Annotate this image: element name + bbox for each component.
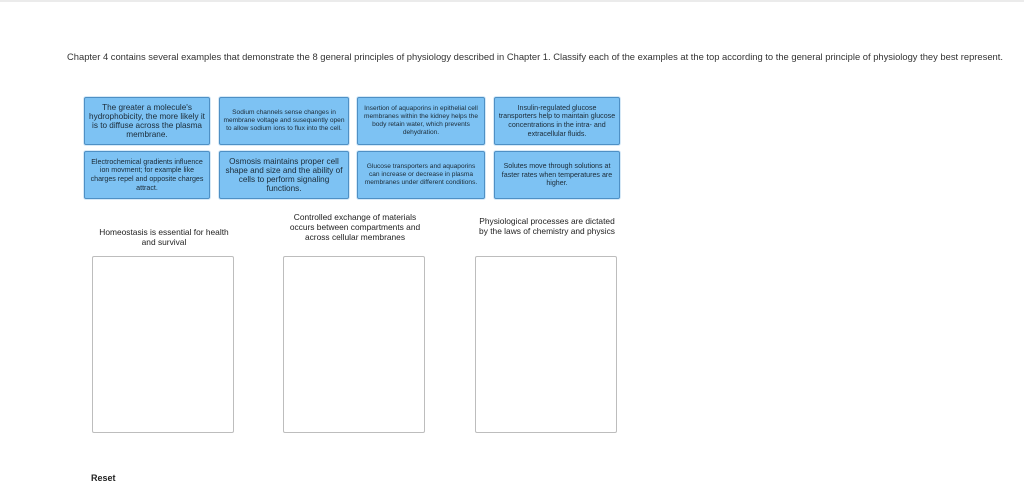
example-card-text: Sodium channels sense changes in membrane voltage and susequently open to allow sodium ions to flux into the cell.	[223, 108, 345, 133]
example-card-text: Solutes move through solutions at faster rates when temperatures are higher.	[501, 162, 613, 188]
drop-zone-controlled-exchange[interactable]	[283, 256, 425, 433]
example-card-insulin-glucose[interactable]	[494, 97, 620, 145]
example-card-osmosis[interactable]	[219, 151, 349, 199]
example-card-electrochemical-gradients[interactable]	[84, 151, 210, 199]
top-divider	[0, 0, 1024, 2]
drop-zone-homeostasis[interactable]	[92, 256, 234, 433]
example-card-text: Osmosis maintains proper cell shape and size and the ability of cells to perform signaling functions.	[225, 156, 343, 194]
category-label-homeostasis: Homeostasis is essential for health and survival	[99, 227, 229, 247]
example-card-hydrophobicity[interactable]	[84, 97, 210, 145]
example-card-text: Insulin-regulated glucose transporters help to maintain glucose concentrations in the intra- and extracellular fluids.	[498, 103, 616, 138]
example-card-text: Electrochemical gradients influence ion movment; for example like charges repel and opposite charges attract.	[90, 157, 204, 192]
reset-button[interactable]: Reset	[91, 473, 116, 483]
example-card-text: Insertion of aquaporins in epithelial cell membranes within the kidney helps the body retain water, which prevents dehydration.	[364, 104, 478, 137]
category-label-controlled-exchange: Controlled exchange of materials occurs between compartments and across cellular membranes	[289, 212, 421, 242]
example-card-text: Glucose transporters and aquaporins can increase or decrease in plasma membranes under different conditions.	[364, 162, 478, 187]
example-card-sodium-channels[interactable]	[219, 97, 349, 145]
example-card-glucose-transporters[interactable]	[357, 151, 485, 199]
instructions-text: Chapter 4 contains several examples that demonstrate the 8 general principles of physiology described in Chapter 1. Classify each of the examples at the top according to the general principle of physiology they best represent.	[67, 51, 1003, 62]
example-card-aquaporins-kidney[interactable]	[357, 97, 485, 145]
drop-zone-chemistry-physics[interactable]	[475, 256, 617, 433]
example-card-text: The greater a molecule's hydrophobicity, the more likely it is to diffuse across the plasma membrane.	[89, 102, 205, 140]
example-card-solutes-temperature[interactable]	[494, 151, 620, 199]
category-label-chemistry-physics: Physiological processes are dictated by the laws of chemistry and physics	[479, 216, 615, 236]
